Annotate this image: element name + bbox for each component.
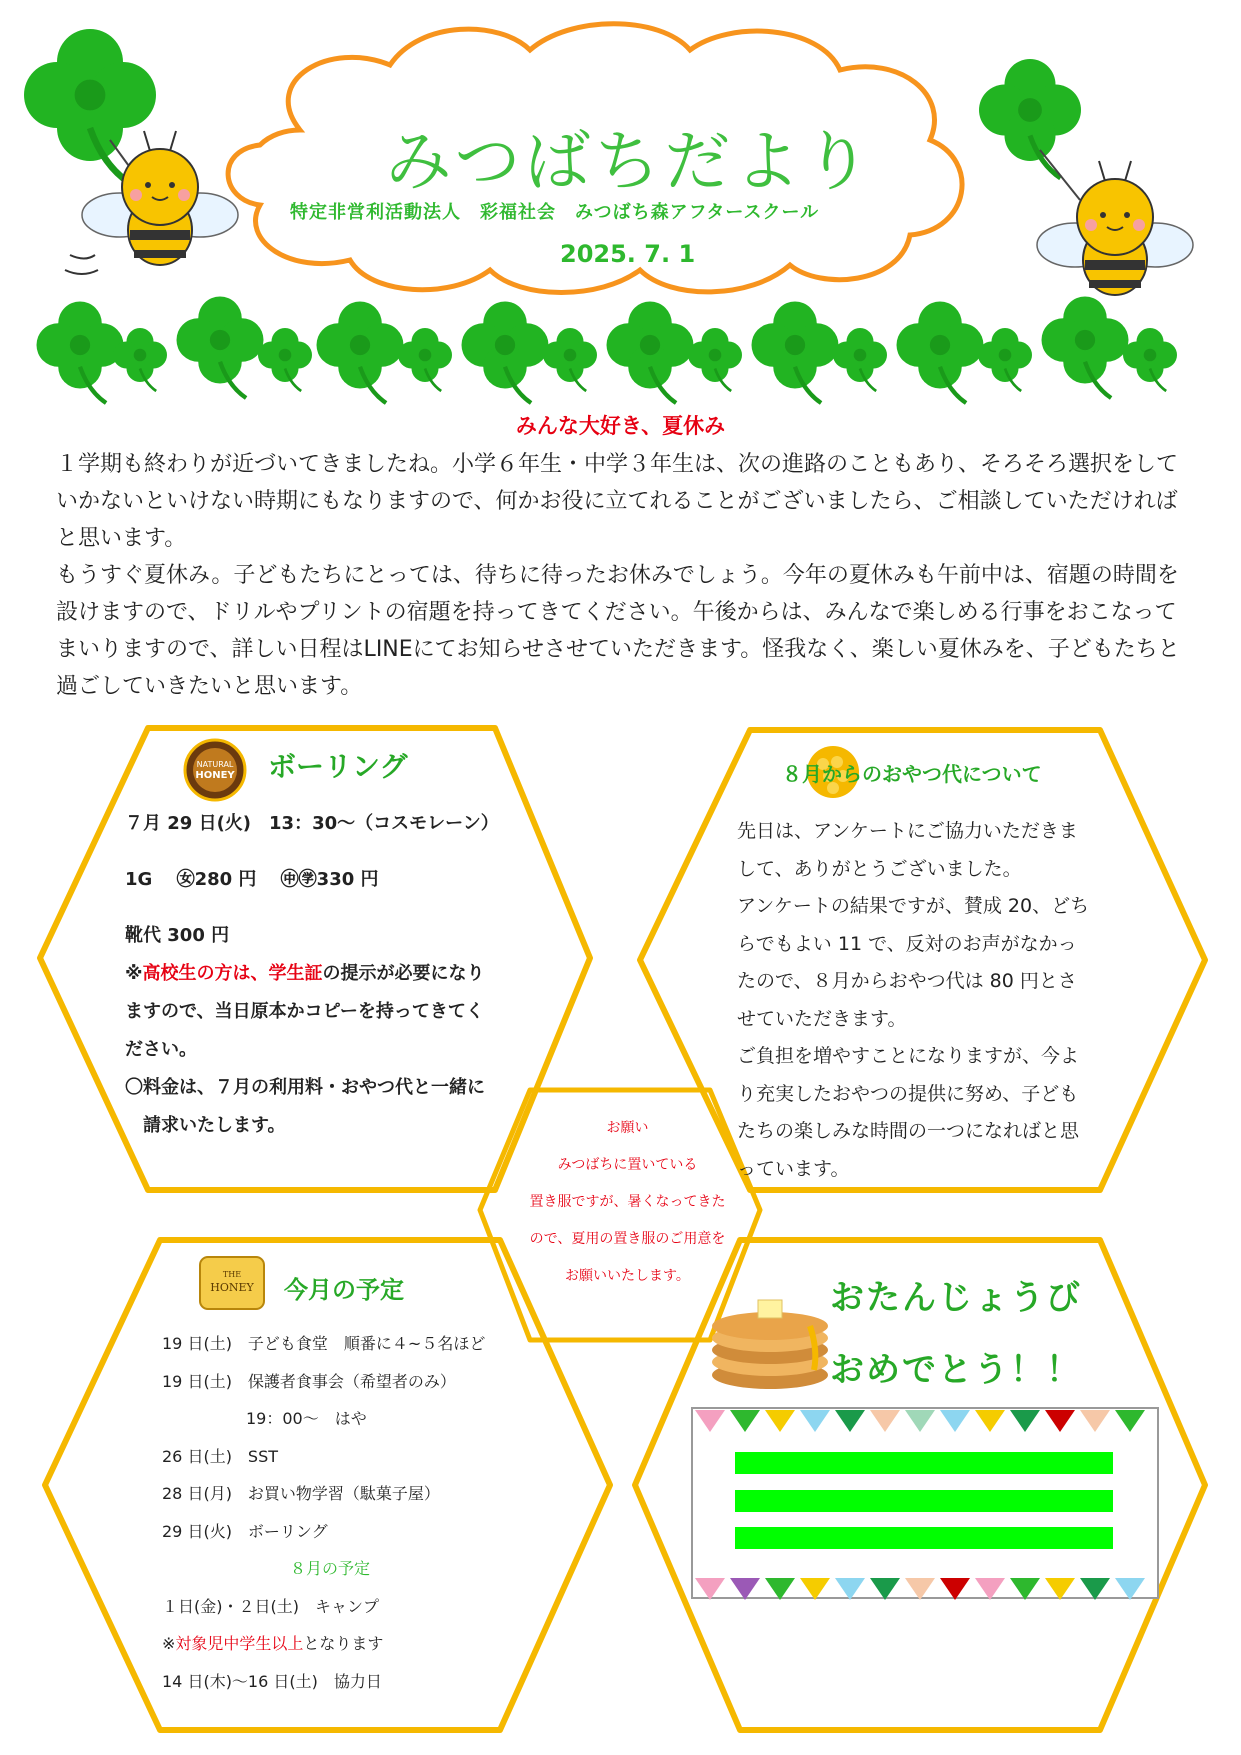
birthday-name-bar: [735, 1452, 1113, 1474]
intro-paragraph-2: もうすぐ夏休み。子どもたちにとっては、待ちに待ったお休みでしょう。今年の夏休みも午前中は、宿題の時間を設けますので、ドリルやプリントの宿題を持ってきてください。午後からは、みんなで楽しめる行事をおこなってまいりますので、詳しい日程はLINEにてお知らせさせていただきます。怪我なく、楽しい夏休みを、子どもたちと過ごしていきたいと思います。: [56, 563, 1180, 699]
snack-line: して、ありがとうございました。: [737, 857, 1022, 880]
birthday-line-1: おたんじょうび: [830, 1278, 1082, 1318]
request-note: [520, 1110, 735, 1295]
bee-icon-right: [1037, 161, 1193, 295]
august-item: １日(金)・２日(土) キャンプ: [162, 1596, 379, 1616]
snack-line: アンケートの結果ですが、賛成 20、どち: [737, 895, 1090, 917]
request-line: お願い: [606, 1120, 649, 1136]
bowling-title: ボーリング: [268, 750, 408, 783]
schedule-item: 26 日(土) SST: [162, 1446, 279, 1466]
snack-line: せていただきます。: [737, 1007, 907, 1030]
intro-heading: みんな大好き、夏休み: [515, 414, 726, 438]
bowling-fee-line1: 〇料金は、７月の利用料・おやつ代と一緒に: [125, 1077, 485, 1098]
organization-name: 特定非営利活動法人 彩福社会 みつばち森アフタースクール: [290, 202, 820, 223]
august-note: [162, 1625, 562, 1663]
clover-row: [37, 297, 1178, 404]
schedule-list: [162, 1325, 562, 1700]
bowling-fee-line2: 請求いたします。: [125, 1115, 286, 1136]
note-mark: ※: [125, 963, 143, 984]
snack-body: [737, 813, 1127, 1188]
snack-line: 先日は、アンケートにご協力いただきま: [737, 820, 1078, 842]
schedule-title: 今月の予定: [284, 1276, 404, 1304]
intro-paragraph-1: １学期も終わりが近づいてきましたね。小学６年生・中学３年生は、次の進路のこともあり、そろそろ選択をしていかないといけない時期にもなりますので、何かお役に立てれることがございましたら、ご相談していただければと思います。: [56, 452, 1179, 551]
note-rest-1: の提示が必要になり: [322, 963, 485, 984]
august-note-mark: ※: [162, 1634, 176, 1653]
svg-text:HONEY: HONEY: [210, 1281, 254, 1294]
request-line: ので、夏用の置き服のご用意を: [529, 1231, 726, 1247]
schedule-item: 28 日(月) お買い物学習（駄菓子屋）: [162, 1484, 440, 1503]
snack-line: り充実したおやつの提供に努め、子ども: [737, 1082, 1079, 1105]
bowling-note-line3: ださい。: [125, 1039, 197, 1060]
bowling-body: [125, 805, 555, 1145]
clover-icon-top-right: [979, 59, 1081, 178]
snack-title: ８月からのおやつ代について: [782, 762, 1042, 786]
svg-text:NATURAL: NATURAL: [196, 760, 234, 769]
schedule-item: 19 日(土) 保護者食事会（希望者のみ）: [162, 1371, 456, 1391]
bowling-shoes: 靴代 300 円: [125, 925, 230, 946]
request-line: みつばちに置いている: [557, 1157, 698, 1173]
august-note-red: 対象児中学生以上: [175, 1634, 304, 1653]
issue-date: 2025. 7. 1: [560, 240, 696, 268]
birthday-name-bar: [735, 1527, 1113, 1549]
august-note-rest: となります: [303, 1634, 384, 1653]
snack-line: たので、８月からおやつ代は 80 円とさ: [737, 970, 1077, 992]
snack-line: ご負担を増やすことになりますが、今よ: [737, 1045, 1080, 1067]
note-red-2: 学生証: [268, 963, 323, 984]
august-title: ８月の予定: [290, 1559, 371, 1578]
svg-text:HONEY: HONEY: [195, 770, 235, 781]
snack-line: らでもよい 11 で、反対のお声がなかっ: [737, 932, 1077, 955]
pancake-icon: [712, 1300, 828, 1389]
intro-text: [56, 446, 1196, 705]
snack-line: たちの楽しみな時間の一つになればと思: [737, 1120, 1080, 1142]
request-line: 置き服ですが、暑くなってきた: [529, 1194, 726, 1210]
bowling-date: ７月 29 日(火) 13：30～（コスモレーン）: [125, 813, 499, 834]
bowling-price: 1G ㊛280 円 ㊥㊫330 円: [125, 869, 379, 890]
august-item: 14 日(木)～16 日(土) 協力日: [162, 1671, 382, 1691]
schedule-item: 29 日(火) ボーリング: [162, 1521, 328, 1541]
newsletter-title: みつばちだより: [385, 123, 875, 200]
birthday-line-2: おめでとう！！: [830, 1350, 1082, 1390]
request-line: お願いいたします。: [565, 1268, 690, 1284]
note-red-1: 高校生の方は、: [142, 963, 269, 984]
snack-line: っています。: [737, 1157, 850, 1180]
honey-logo-icon-schedule: [200, 1257, 264, 1309]
birthday-name-bar: [735, 1490, 1113, 1512]
svg-text:THE: THE: [222, 1270, 242, 1279]
schedule-item: 19 日(土) 子ども食堂 順番に４~５名ほど: [162, 1334, 486, 1353]
bowling-note-line1: [125, 955, 555, 993]
bowling-note-line2: ますので、当日原本かコピーを持ってきてく: [125, 1001, 484, 1022]
schedule-item: 19：00～ はや: [246, 1409, 367, 1428]
honey-logo-icon-bowling: [185, 740, 245, 800]
